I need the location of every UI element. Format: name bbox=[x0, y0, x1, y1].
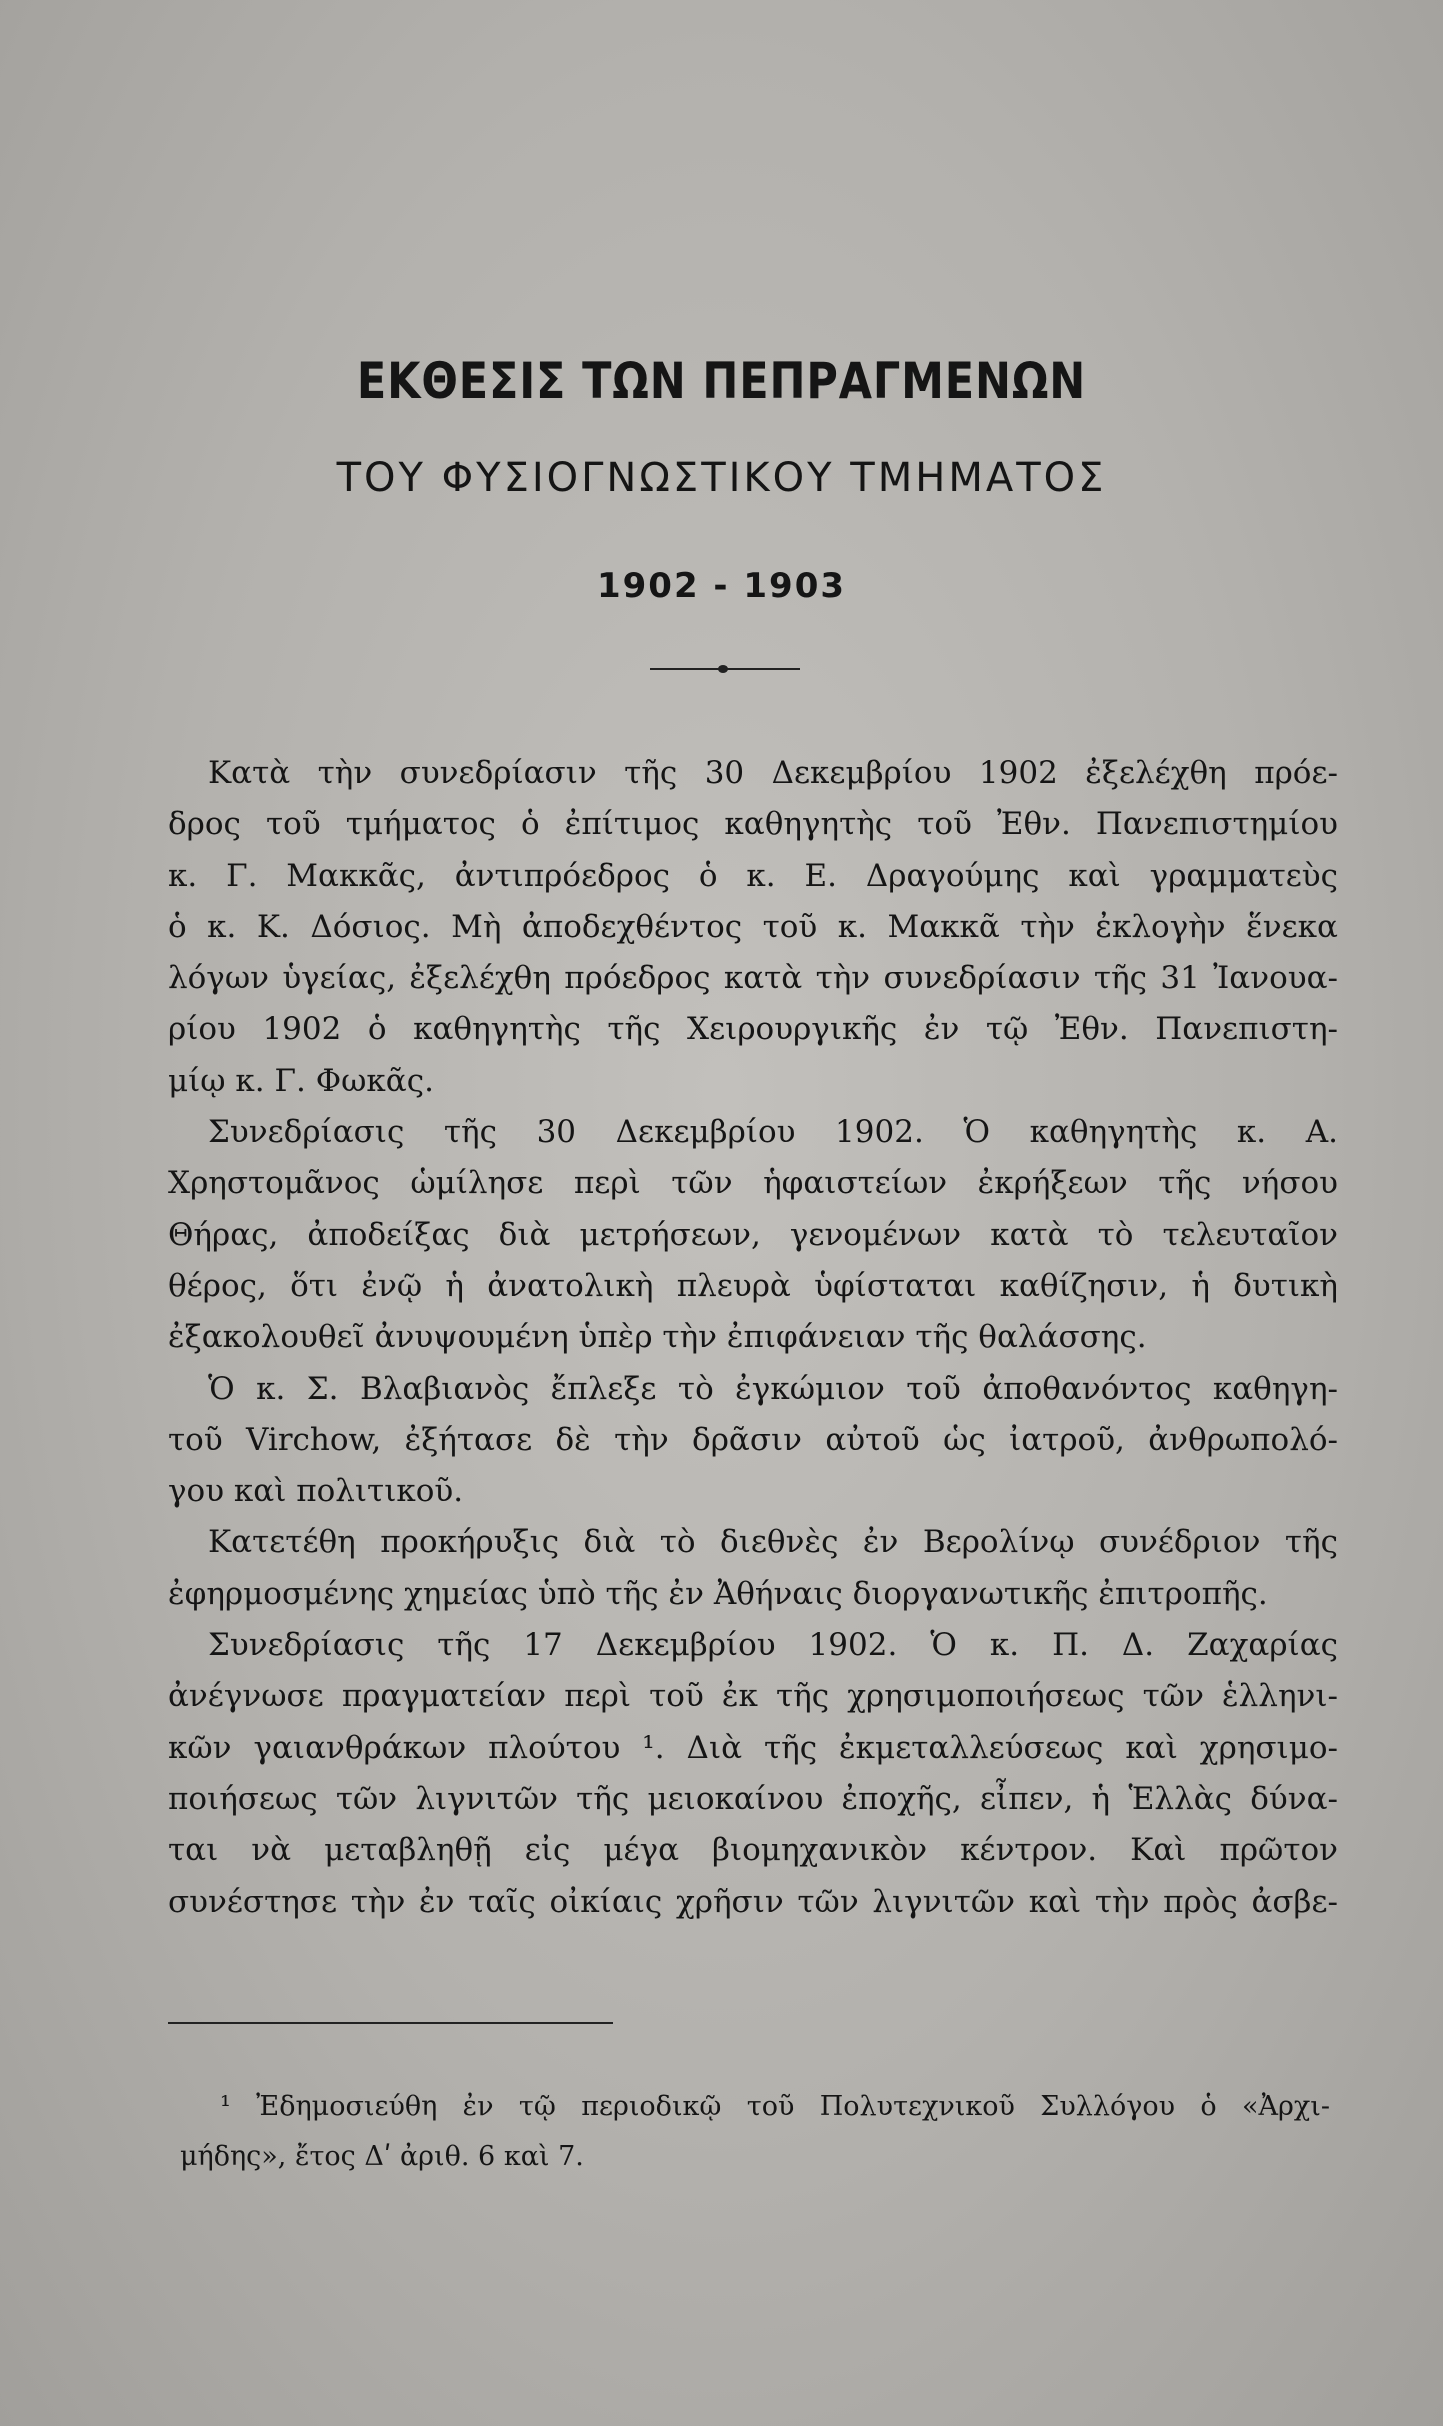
text-line: συνέστησε τὴν ἐν ταῖς οἰκίαις χρῆσιν τῶν λιγνιτῶν καὶ τὴν πρὸς ἀσβε- bbox=[168, 1883, 1338, 1920]
text-line: γου καὶ πολιτικοῦ. bbox=[168, 1473, 464, 1510]
text-line: μίῳ κ. Γ. Φωκᾶς. bbox=[168, 1062, 434, 1099]
text-line: Κατὰ τὴν συνεδρίασιν τῆς 30 Δεκεμβρίου 1902 ἐξελέχθη πρόε- bbox=[208, 755, 1338, 791]
page-subtitle: ΤΟΥ ΦΥΣΙΟΓΝΩΣΤΙΚΟΥ ΤΜΗΜΑΤΟΣ bbox=[336, 455, 1107, 501]
text-line: ρίου 1902 ὁ καθηγητὴς τῆς Χειρουργικῆς ἐν τῷ Ἐθν. Πανεπιστη- bbox=[168, 1011, 1338, 1048]
text-line: κ. Γ. Μακκᾶς, ἀντιπρόεδρος ὁ κ. Ε. Δραγούμης καὶ γραμματεὺς bbox=[168, 857, 1338, 894]
footnote-line: μήδης», ἔτος Δʹ ἀριθ. 6 καὶ 7. bbox=[180, 2141, 584, 2172]
footnote-divider bbox=[168, 2022, 613, 2024]
text-line: ποιήσεως τῶν λιγνιτῶν τῆς μειοκαίνου ἐποχῆς, εἶπεν, ἡ Ἑλλὰς δύνα- bbox=[168, 1780, 1338, 1817]
footnote-line: ¹ Ἐδημοσιεύθη ἐν τῷ περιοδικῷ τοῦ Πολυτεχνικοῦ Συλλόγου ὁ «Ἀρχι- bbox=[220, 2091, 1330, 2122]
text-line: θέρος, ὅτι ἐνῷ ἡ ἀνατολικὴ πλευρὰ ὑφίσταται καθίζησιν, ἡ δυτικὴ bbox=[168, 1267, 1338, 1304]
text-line: κῶν γαιανθράκων πλούτου ¹. Διὰ τῆς ἐκμεταλλεύσεως καὶ χρησιμο- bbox=[168, 1729, 1338, 1766]
divider-dot bbox=[718, 665, 728, 673]
text-line: ἀνέγνωσε πραγματείαν περὶ τοῦ ἐκ τῆς χρησιμοποιήσεως τῶν ἑλληνι- bbox=[168, 1678, 1338, 1715]
text-line: ὁ κ. Κ. Δόσιος. Μὴ ἀποδεχθέντος τοῦ κ. Μακκᾶ τὴν ἐκλογὴν ἕνεκα bbox=[168, 908, 1338, 945]
page-years: 1902 - 1903 bbox=[596, 566, 847, 606]
ornamental-divider bbox=[650, 668, 800, 670]
body-text bbox=[168, 748, 1338, 1928]
page-title: ΕΚΘΕΣΙΣ ΤΩΝ ΠΕΠΡΑΓΜΕΝΩΝ bbox=[356, 352, 1087, 410]
text-line: Συνεδρίασις τῆς 17 Δεκεμβρίου 1902. Ὁ κ. Π. Δ. Ζαχαρίας bbox=[208, 1627, 1338, 1664]
text-line: δρος τοῦ τμήματος ὁ ἐπίτιμος καθηγητὴς τοῦ Ἐθν. Πανεπιστημίου bbox=[168, 806, 1338, 843]
footnote bbox=[180, 2082, 1330, 2182]
text-line: Ὁ κ. Σ. Βλαβιανὸς ἔπλεξε τὸ ἐγκώμιον τοῦ ἀποθανόντος καθηγη- bbox=[208, 1370, 1338, 1407]
text-line: Χρηστομᾶνος ὡμίλησε περὶ τῶν ἡφαιστείων ἐκρήξεων τῆς νήσου bbox=[168, 1165, 1338, 1202]
text-line: Κατετέθη προκήρυξις διὰ τὸ διεθνὲς ἐν Βερολίνῳ συνέδριον τῆς bbox=[208, 1524, 1338, 1561]
text-line: Συνεδρίασις τῆς 30 Δεκεμβρίου 1902. Ὁ καθηγητὴς κ. Α. bbox=[208, 1114, 1338, 1151]
text-line: τοῦ Virchow, ἐξήτασε δὲ τὴν δρᾶσιν αὐτοῦ ὡς ἰατροῦ, ἀνθρωπολό- bbox=[168, 1421, 1338, 1458]
text-line: ἐφηρμοσμένης χημείας ὑπὸ τῆς ἐν Ἀθήναις διοργανωτικῆς ἐπιτροπῆς. bbox=[168, 1575, 1268, 1612]
text-line: ται νὰ μεταβληθῇ εἰς μέγα βιομηχανικὸν κέντρον. Καὶ πρῶτον bbox=[168, 1832, 1338, 1869]
text-line: Θήρας, ἀποδείξας διὰ μετρήσεων, γενομένων κατὰ τὸ τελευταῖον bbox=[168, 1216, 1338, 1253]
text-line: λόγων ὑγείας, ἐξελέχθη πρόεδρος κατὰ τὴν συνεδρίασιν τῆς 31 Ἰανουα- bbox=[168, 960, 1338, 997]
text-line: ἐξακολουθεῖ ἀνυψουμένη ὑπὲρ τὴν ἐπιφάνειαν τῆς θαλάσσης. bbox=[168, 1319, 1147, 1356]
